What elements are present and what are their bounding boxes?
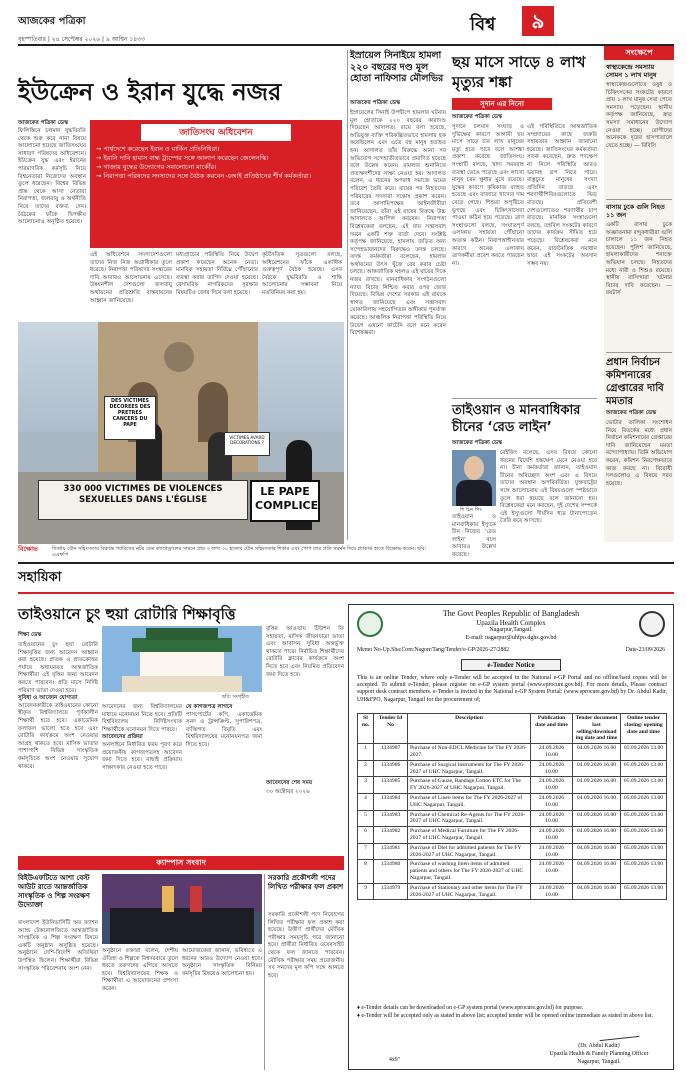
sidebar-item-body: ভোটার তালিকা সংশোধন নিয়ে বিতর্কের মধ্যে প্রধান নির্বাচন কমিশনারের গ্রেপ্তারের দাবি জানিয়েছেন মমতা বন্দ্যোপাধ্যায়। তিনি অভিযোগ করেন, কমিশন নিরপেক্ষভাবে কাজ করছে না। বিরোধী দলগুলোও এ বিষয়ে সরব হয়েছে। [606, 420, 672, 487]
tender-table-wrap [357, 713, 667, 900]
campus-story2-headline: সরকারি প্রকৌশলী পদের লিখিত পরীক্ষার ফল প্রকাশ [268, 874, 344, 891]
sahayika-subhead: আবেদনের প্রক্রিয়া [102, 734, 143, 741]
sahayika-body-col3: যে কাগজপত্র লাগবে পাসপোর্টের কপি, একাডেমিক সনদ ও ট্রান্সক্রিপ্ট, সুপারিশপত্র, ব্যক্তিগত বিবৃতি এবং বিশ্ববিদ্যালয়ের মনোনয়নপত্র জমা দিতে হবে। [186, 704, 262, 748]
tender-org-email: E-mail: nagarpur@uhfpo.dghs.gov.bd [465, 635, 557, 641]
cathedral-rose [164, 342, 194, 372]
sidebar-item-byline: আজকের পত্রিকা ডেস্ক [606, 410, 657, 416]
sidebar-item-title: প্রধান নির্বাচন কমিশনারের গ্রেপ্তারের দাবি মমতার [606, 357, 664, 407]
column-rule [264, 874, 265, 1070]
sudan-tag: সুদান এর নিনো [452, 98, 552, 110]
highlight-bullet: → ইরানি দাবি হামাস বাহ্ম ট্রাম্পের সঙ্গে আলাপ করেছেন জেলেনস্কি। [96, 154, 269, 162]
lead-body-col3: মধ্যপ্রাচ্যের পরিস্থিতি নিয়ে উদ্বেগ প্রকাশ করেছেন অনেক নেতা। মানবিক সহায়তা নির্বিঘ্নে পৌঁছানোর ব্যবস্থা করার তাগিদ দেওয়া হয়েছে। বেসামরিক নাগরিকদের সুরক্ষার বিষয়টিও জোর দিয়ে বলা হয়েছে। [176, 252, 258, 296]
col-header: Publication date and time [531, 714, 573, 744]
tender-org-line3: Nagarpur,Tangail. [489, 627, 533, 633]
section-divider [18, 562, 674, 564]
taiwan-body-col1: তাইওয়ান ও মানবাধিকার ইস্যুকে চীন নিজের ‘রেড লাইন’ বলে আবারও উল্লেখ করেছে। [452, 514, 496, 558]
sahayika-body-col1: তাইওয়ানের চুং হুয়া রোটারি শিক্ষাবৃত্তির জন্য আবেদন আহ্বান করা হয়েছে। স্নাতক ও স্নাতকোত্তর পর্যায়ে অধ্যয়নরত আন্তর্জাতিক শিক্ষার্থীরা এই বৃত্তির জন্য আবেদন করতে পারবেন। প্রতি মাসে নির্দিষ্ট পরিমাণ ভাতা দেওয়া হবে। সুবিধা ও আবেদন যোগ্যতা আবেদনকারীকে তাইওয়ানের কোনো স্বীকৃত বিশ্ববিদ্যালয়ে পূর্ণকালীন শিক্ষার্থী হতে হবে। একাডেমিক ফলাফল ভালো হতে হবে এবং রোটারি কার্যক্রমে অংশ নেওয়ার আগ্রহ থাকতে হবে। মাসিক ভাতার পাশাপাশি বিভিন্ন সাংস্কৃতিক কর্মসূচিতে অংশ নেওয়ার সুযোগ থাকবে। [18, 642, 98, 770]
taiwan-body-col2: বেইজিং বলেছে, এসব বিষয়ে কোনো ধরনের বিদেশি হস্তক্ষেপ মেনে নেওয়া হবে না। চীনা কর্মকর্তারা জানান, তাইওয়ান চীনের অবিচ্ছেদ্য অংশ এবং এ বিষয়ে তাদের অবস্থান অপরিবর্তিত। যুক্তরাষ্ট্রের সঙ্গে আলোচনায় এই বিষয়গুলো স্পষ্টভাবে তুলে ধরা হয়েছে বলে জানানো হয়। বিশ্লেষকেরা মনে করছেন, দুই দেশের সম্পর্কে এই ইস্যুগুলো দীর্ঘদিন ধরে টানাপোড়েন তৈরি করে আসছে। [500, 450, 597, 525]
sidebar-item-title: স্বাস্থ্যকেন্দ্রে সমস্যায় সোমন ১ লাখ মানুষ [606, 63, 657, 79]
xi-photo [452, 450, 496, 506]
tender-notice-title: e-Tender Notice [461, 659, 561, 671]
taiwan-byline: আজকের পত্রিকা ডেস্ক [452, 440, 503, 446]
col-header: Tender document last selling/download ing date and time [573, 714, 621, 744]
sidebar-rule [606, 352, 672, 353]
masthead-rule [18, 44, 674, 46]
sahayika-subhead: সুবিধা ও আবেদন যোগ্যতা [18, 695, 78, 702]
table-row: 5 1334983 Purchase of Chemical Re-Agents for The FY 2026-2027 of UHC Nagarpur, Tangail. 24.09.2026 10.00 04.09.2026 16.00 05.09.2026 13.00 [358, 810, 667, 827]
sidebar-title: সংক্ষেপে [604, 46, 674, 60]
sahayika-byline: শিক্ষা ডেস্ক [18, 632, 42, 638]
protest-sign: LE PAPE COMPLICE [250, 480, 320, 522]
lead-body-col2: এই অধিবেশনে সদস্যদেশগুলো তাদের নিজ নিজ অগ্রাধিকার তুলে ধরেছে। নিরাপত্তা পরিষদের সংস্কারের দাবি আবারও আলোচনায় এসেছে। উন্নয়নশীল দেশগুলো জলবায়ু অর্থায়নের প্রতিশ্রুতি বাস্তবায়নের আহ্বান জানিয়েছে। [90, 252, 172, 304]
sudan-byline: আজকের পত্রিকা ডেস্ক [452, 114, 503, 120]
sudan-body-col2: এই পরিস্থিতিতে আন্তর্জাতিক সম্প্রদায়ের কাছে জরুরি সহায়তার আহ্বান জানানো হয়েছে। জাতিসংঘের কর্মকর্তারা সতর্ক করেছেন, দ্রুত পদক্ষেপ না নিলে পরিস্থিতি আরও ভয়াবহ রূপ নিতে পারে। বাস্তুচ্যুত মানুষের সংখ্যা প্রতিদিন বাড়ছে এবং শরণার্থীশিবিরগুলোতে ভিড় বাড়ছে। প্রতিবেশী দেশগুলোতেও শরণার্থীর চাপ বাড়ছে। মানবিক সংস্থাগুলো বলছে, তহবিল সংকটের কারণে তাদের কার্যক্রম সীমিত হয়ে পড়েছে। বিশ্লেষকেরা মনে করেন, রাজনৈতিক সমাধান ছাড়া এই সংকটের অবসান সম্ভব নয়। [527, 124, 597, 267]
campus-story1-headline: বিইউএফটিতে আশা বেস্ট আউট রাতে আন্তর্জাতিক সাংস্কৃতিক ও শিল্প সংরক্ষণ উদ্যোক্তা [18, 874, 90, 909]
col-header: Description [408, 714, 531, 744]
col-header: Sl no. [358, 714, 374, 744]
stage-figure [162, 886, 174, 912]
sahayika-body-col4: বৃত্তির আওতায় টিউশন ফি সহায়তা, মাসিক জীবনযাত্রা ভাতা এবং আবাসন সুবিধা অন্তর্ভুক্ত থাকতে পারে। নির্বাচিত শিক্ষার্থীদের রোটারি ক্লাবের কার্যক্রমে অংশ নিতে হবে এবং নিয়মিত প্রতিবেদন জমা দিতে হবে। [266, 626, 344, 678]
tender-intro: This is an online Tender, where only e-Tender will be accepted in the National e-GP Portal and no offline/hard copies will be accepted. To submit e-Tender, please register on e-GP system portal (www.eprocure.gov.bd). For more details, Please contract support desk contract members. e-Tender is invited in the National e-GP System Portal: (www.eprocure.gov.bd) by Dr. Abdul Kadir, UH&FPO, Nagarpur, Tangail for the procurement of; [357, 675, 667, 703]
taiwan-headline: তাইওয়ান ও মানবাধিকার চীনের ‘রেড লাইন’ [452, 403, 581, 435]
table-row: 4 1334984 Purchase of Linen items for The FY 2026-2027 of UHC Nagarpur, Tangail. 24.09.2026 10.00 04.09.2026 16.00 05.09.2026 13.00 [358, 793, 667, 810]
photo-caption-label: বিক্ষোভ [18, 545, 38, 553]
campus-story1-body: বাংলাদেশ ইউনিভার্সিটি অব ফ্যাশন অ্যান্ড টেকনোলজিতে আন্তর্জাতিক সাংস্কৃতিক ও শিল্প সংরক্ষণ বিষয়ে একটি অনুষ্ঠান অনুষ্ঠিত হয়েছে। অনুষ্ঠানে দেশি-বিদেশি অতিথিরা উপস্থিত ছিলেন। শিক্ষার্থীরা বিভিন্ন সাংস্কৃতিক পরিবেশনায় অংশ নেন। [18, 920, 98, 972]
section-name: বিশ্ব [470, 14, 496, 35]
portrait-head [464, 456, 484, 480]
temple-roof [132, 638, 232, 652]
highlight-bullet: → গাজায় যুদ্ধের উদ্যোগের সমালোচনা মার্কোঁর। [96, 163, 217, 171]
campus-story1-body2: অনুষ্ঠানে বক্তারা বলেন, দেশীয় ঐতিহ্য ও শিল্পকে বিশ্বদরবারে তুলে ধরতে তরুণদের এগিয়ে আসতে হবে। বিশ্ববিদ্যালয়ের শিক্ষক ও শিক্ষার্থীরা এ আয়োজনের প্রশংসা করেন। [102, 948, 178, 992]
sahayika-title: সহায়িকা [18, 570, 62, 585]
protest-sign: DES VICTIMES DECOREES DES PRETRES CANCERS DU PAPE [104, 396, 156, 440]
highlight-bullet: → নিরাপত্তা পরিষদের সদস্যদের সঙ্গে বৈঠক করবেন এআই প্রতিষ্ঠানের শীর্ষ কর্মকর্তারা। [96, 172, 312, 180]
table-row: 9 1334979 Purchase of Stationary and other items for The FY 2026-2027 of UHC Nagarpur, Tangail. 24.09.2026 10.00 04.09.2026 16.00 05.09.2026 13.00 [358, 883, 667, 900]
campus-story1-body3: আয়োজকেরা জানান, ভবিষ্যতে এ ধরনের আরও উদ্যোগ নেওয়া হবে। অনুষ্ঠানে সাংস্কৃতিক বিনিময় কর্মসূচির বিষয়েও আলোচনা হয়। [182, 948, 262, 977]
temple-body [140, 652, 224, 676]
tender-size-mark: 4x9" [389, 1057, 401, 1063]
gaza-byline: আজকের পত্রিকা ডেস্ক [350, 100, 401, 106]
sidebar-item-body: স্বাস্থ্যকেন্দ্রগুলোতে ওষুধ ও চিকিৎসকের সংকটের কারণে প্রায় ১ লাখ মানুষ সেবা পেতে সমস্যায় পড়েছেন। স্থানীয় কর্তৃপক্ষ জানিয়েছে, দ্রুত সমস্যা সমাধানের উদ্যোগ নেওয়া হচ্ছে। রোগীদের অনেককে দূরের হাসপাতালে যেতে হচ্ছে। — বিবিসি [606, 82, 672, 149]
column-rule [347, 50, 348, 540]
tender-notice [348, 604, 674, 1070]
tender-memo: Memo No-Up.Sha:Com:Nagorr/Tang/Tender/e-GP/2026-27/2882 [357, 647, 510, 653]
rule [452, 398, 597, 399]
sudan-body-col1: সুদানে চলমান সংঘাত ও দুর্ভিক্ষের কারণে আগামী ছয় মাসে সাড়ে চার লাখ মানুষের মৃত্যু হতে পারে বলে আশঙ্কা প্রকাশ করেছে জাতিসংঘ। সংস্থাটি বলছে, খাদ্য সরবরাহ ব্যবস্থা ভেঙে পড়েছে এবং লাখো মানুষ চরম ক্ষুধার মুখে রয়েছে। যুদ্ধের কারণে কৃষিকাজ ব্যাহত হয়েছে এবং বাজারে খাদ্যের দাম বেড়ে গেছে। শিশুরা অপুষ্টিতে ভুগছে এবং চিকিৎসাসেবা পাওয়া কঠিন হয়ে পড়েছে। ত্রাণ সংস্থাগুলো বলছে, সংঘাতপূর্ণ এলাকায় সহায়তা পৌঁছানো অত্যন্ত কঠিন। নিরাপত্তাহীনতার কারণে অনেক এলাকায় ত্রাণকর্মীরা প্রবেশ করতে পারছেন না। [452, 124, 524, 267]
table-row: 6 1334982 Purchase of Medical Furniture for The FY 2026-2027 of UHC Nagarpur, Tangail. 24.09.2026 10.00 04.09.2026 16.00 05.09.2026 13.00 [358, 827, 667, 844]
date-line: বৃহস্পতিবার | ২৪ সেপ্টেম্বর ২০২৬ | ৯ আশ্বিন ১৪৩৩ [18, 36, 145, 43]
table-row: 2 1334986 Purchase of Surgical Instruments for The FY 2026-2027 of UHC Nagarpur, Tangail. 24.09.2026 10.00 04.09.2026 16.00 05.09.2026 13.00 [358, 760, 667, 777]
tender-memo-date: Date-23/09/2026 [625, 647, 665, 653]
lead-byline: আজকের পত্রিকা ডেস্ক [18, 120, 69, 126]
sahayika-deadline: ৩০ অক্টোবর ২০২৬ [266, 789, 310, 795]
highlight-box [90, 120, 342, 248]
tender-note: ♦ e-Tender details can be downloaded on e-GP system portal (www.eprocure.gov.bd) for purpose. [357, 1005, 584, 1011]
lead-body-col4: কূটনৈতিক সূত্রগুলো বলছে, অধিবেশনের ফাঁকে একাধিক গুরুত্বপূর্ণ বৈঠক হয়েছে। এসব বৈঠকে যুদ্ধবিরতি ও শান্তি আলোচনার সম্ভাবনা নিয়ে মতবিনিময় করা হয়। [262, 252, 342, 296]
protest-banner: 330 000 VICTIMES DE VIOLENCES SEXUELLES DANS L'ÉGLISE [38, 480, 248, 520]
signature [599, 1027, 640, 1041]
campus-banner: ক্যাম্পাস সংবাদ [18, 856, 344, 870]
table-row: 7 1334981 Purchase of Diet for admitted patients for The FY 2026-2027 of UHC Nagarpur, Tangail. 24.09.2026 10.00 04.09.2026 16.00 05.09.2026 13.00 [358, 843, 667, 860]
page-number: ৯ [522, 6, 554, 36]
lead-photo [18, 322, 344, 544]
sudan-headline: ছয় মাসে সাড়ে ৪ লাখ মৃত্যুর শঙ্কা [452, 53, 586, 91]
tender-table-header [358, 714, 667, 744]
sidebar-item-title: বাসায় ঢুকে গুলি নিহত ১১ জন [606, 203, 665, 219]
col-header: Online tender closing/ opening date and time [621, 714, 667, 744]
tender-note: ♦ e-Tender will be accepted only as stated in above list; accepted tender will be opened online immediate as stated in above list. [357, 1013, 654, 1019]
xi-photo-caption: শি চিন পিং [460, 507, 482, 513]
temple-photo [102, 626, 262, 692]
campus-story2-body: সরকারি প্রকৌশলী পদে নিয়োগের লিখিত পরীক্ষার ফল প্রকাশ করা হয়েছে। উত্তীর্ণ প্রার্থীদের মৌখিক পরীক্ষার সময়সূচি পরে জানানো হবে। প্রার্থীরা নির্ধারিত ওয়েবসাইট থেকে ফল জানতে পারবেন। মৌখিক পরীক্ষার সময় প্রয়োজনীয় সব সনদের মূল কপি সঙ্গে আনতে হবে। [268, 912, 344, 979]
tender-signer-title: Upazila Health & Family Planning Officer [549, 1051, 649, 1057]
tender-org-line1: The Govt Peoples Republic of Bangladesh [442, 609, 580, 618]
table-row: 3 1334985 Purchase of Gauze, Bandage,Cotton ETC for The FY 2026-2027 of UHC Nagarpur, Tangail. 24.09.2026 10.00 04.09.2026 16.00 05.09.2026 13.00 [358, 777, 667, 794]
gaza-body: ইস্রায়েলের সিনাই উপদ্বীপে হামলার ঘটনায় মূল হোতাকে ২২০ বছরের কারাদণ্ড দিয়েছেন আদালত। রায়ে বলা হয়েছে, অভিযুক্ত ব্যক্তি পরিকল্পিতভাবে হামলার ছক কষেছিলেন এবং এতে বহু মানুষ হতাহত হন। আদালত তাঁর বিরুদ্ধে আনা সব অভিযোগ সন্দেহাতীতভাবে প্রমাণিত হয়েছে বলে উল্লেখ করেন। মামলার শুনানিতে প্রত্যক্ষদর্শীদের সাক্ষ্য নেওয়া হয়। আদালত বলেন, এ ধরনের অপরাধ সমাজে ভয়ের পরিবেশ তৈরি করে। রায়ের পর নিহতদের পরিবারের সদস্যরা সন্তোষ প্রকাশ করেন। তবে আসামিপক্ষের আইনজীবীরা জানিয়েছেন, তাঁরা এই রায়ের বিরুদ্ধে উচ্চ আদালতে আপিল করবেন। নিরাপত্তা বিশ্লেষকেরা বলছেন, এই রায় সন্ত্রাসবাদ দমনে একটি শক্ত বার্তা দেবে। সংশ্লিষ্ট কর্তৃপক্ষ জানিয়েছে, হামলায় জড়িত অন্য সন্দেহভাজনদের বিরুদ্ধেও তদন্ত চলছে। তদন্ত কর্মকর্তারা বলেছেন, হামলার অর্থায়নের উৎস খুঁজে বের করার চেষ্টা চলছে। আন্তর্জাতিক মহলও এই রায়ের দিকে নজর রাখছে। মানবাধিকার সংগঠনগুলো ন্যায্য বিচার নিশ্চিত করার ওপর জোর দিয়েছে। বিভিন্ন দেশের সরকার এই রায়কে স্বাগত জানিয়েছে এবং সন্ত্রাসবাদ মোকাবিলায় সহযোগিতার অঙ্গীকার পুনর্ব্যক্ত করেছে। আঞ্চলিক নিরাপত্তা পরিস্থিতি নিয়ে উদ্বেগ এখনো কাটেনি বলে মনে করেন বিশেষজ্ঞরা। [350, 110, 446, 337]
lead-body-col1: ফিলিস্তিনে চলমান যুদ্ধবিরতি থেকে শুরু করে নানা বিষয়ে আলোচনা হয়েছে জাতিসংঘের সাধারণ পরিষদের অধিবেশনে। ইউক্রেন যুদ্ধ এবং ইরানের পারমাণবিক কর্মসূচি নিয়ে বিশ্বনেতারা নিজেদের অবস্থান তুলে ধরেছেন। বিশ্বের বিভিন্ন প্রান্ত থেকে আসা নেতারা নিরাপত্তা, জলবায়ু ও অর্থনীতি নিয়ে তাদের বক্তব্য দেন। বৈঠকের ফাঁকে দ্বিপক্ষীয় আলোচনাও অনুষ্ঠিত হয়েছে। [18, 128, 86, 226]
gaza-headline: ইস্রায়েল সিনাইয়ে হামলা ২২০ বছরের দণ্ড মূল হোতা নাফিসার মৌলভির [350, 50, 444, 85]
tender-signer-name: (Dr. Abdul Kadir) [578, 1043, 620, 1049]
paper-name: আজকের পত্রিকা [18, 16, 86, 27]
stage-backdrop [102, 874, 262, 912]
sahayika-subhead: আবেদনের শেষ সময় [266, 780, 313, 786]
tender-table [357, 713, 667, 900]
table-row: 8 1334980 Purchase of washing linen items of admitted patients and others for The FY 2026-2027 of UHC Nagarpur, Tangail. 24.09.2026 10.00 04.09.2026 16.00 05.09.2026 13.00 [358, 860, 667, 883]
table-row: 1 1334987 Purchase of Non-EDCL Medicine for The FY 2026-2027. 24.09.2026 10.00 04.09.2026 16.00 05.09.2026 13.00 [358, 744, 667, 761]
tender-org-line2: Upazila Health Complex [476, 619, 546, 627]
col-header: Tender Id No [374, 714, 408, 744]
tender-signer-place: Nagarpur, Tangail. [577, 1059, 621, 1065]
portrait-suit [456, 480, 492, 506]
sahayika-body-col2: আবেদনের জন্য বিশ্ববিদ্যালয়ের মাধ্যমে মনোনয়ন নিতে হবে। প্রতিটি বিশ্ববিদ্যালয় নির্দিষ্টসংখ্যক শিক্ষার্থীকে মনোনয়ন দিতে পারবে। আবেদনের প্রক্রিয়া অনলাইনে নির্ধারিত ফরম পূরণ করে প্রয়োজনীয় কাগজপত্রসহ আবেদন জমা দিতে হবে। বাছাই প্রক্রিয়ায় সাক্ষাৎকার নেওয়া হতে পারে। [102, 704, 182, 771]
sahayika-rule [18, 592, 674, 594]
stage-figure [190, 886, 202, 912]
sahayika-subhead: যে কাগজপত্র লাগবে [186, 704, 233, 710]
photo-caption: গির্জায় যৌন সহিংসতার বিরুদ্ধে প্যারিসের নটর ডেম ক্যাথেড্রালের সামনে প্রায় ৩ লাখ ৩০ হাজার যৌন সহিংসতার শিকার এবং পোপ তার প্রতি সমর্থন দিয়ে প্ল্যাকার্ড হাতে বিক্ষোভ করেন। ছবি: এএফপি [52, 546, 427, 558]
temple-photo-caption: ছবি: সংগৃহীত [222, 694, 250, 700]
campus-photo [102, 874, 262, 944]
highlight-box-title: জাতিসংঘ অধিবেশন [141, 124, 291, 141]
protest-sign: VICTIMES AVARD DECORATIONS ? [224, 432, 270, 456]
audience [110, 908, 254, 944]
temple-base [122, 676, 242, 692]
highlight-bullet: → পার্শ্বদেশে করেছেন ইরান ও মার্কিন প্রতিনিধিরা। [96, 145, 220, 153]
temple-roof [146, 628, 218, 640]
lead-headline: ইউক্রেন ও ইরান যুদ্ধে নজর [18, 78, 282, 106]
sahayika-headline: তাইওয়ানে চুং হুয়া রোটারি শিক্ষাবৃত্তি [18, 605, 236, 623]
sidebar-rule [606, 199, 672, 200]
sidebar-item-body: একটি বাসায় ঢুকে অজ্ঞাতনামা বন্দুকধারীরা গুলি চালালে ১১ জন নিহত হয়েছেন। পুলিশ জানিয়েছে, হামলাকারীদের শনাক্তে অভিযান চলছে। নিহতদের মধ্যে নারী ও শিশুও রয়েছে। স্থানীয় বাসিন্দারা ঘটনার বিচার দাবি করেছেন। — রয়টার্স [606, 222, 672, 297]
